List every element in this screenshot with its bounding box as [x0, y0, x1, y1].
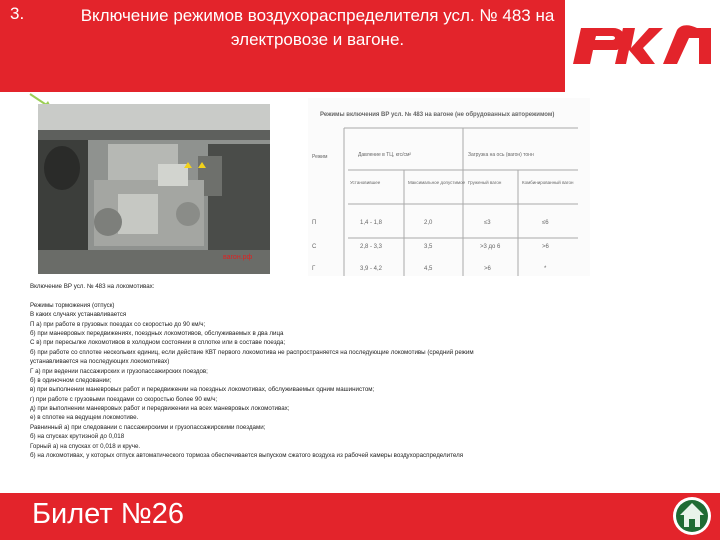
photo-stamp: вагон.рф [223, 254, 253, 261]
rzd-logo-mark [565, 0, 720, 92]
table-header-load: Загрузка на ось (вагон) тонн [468, 152, 534, 158]
table-row-mode: С [312, 244, 317, 250]
table-cell: 3,9 - 4,2 [360, 266, 383, 272]
table-header-pressure: Давление в ТЦ, кгс/см² [358, 152, 412, 158]
table-cell: 3,5 [424, 244, 433, 250]
slide-title: Включение режимов воздухораспределителя усл. № 483 на электровозе и вагоне. [80, 6, 555, 49]
table-row-mode: П [312, 220, 317, 226]
text-line: С в) при пересылке локомотивов в холодном состоянии в сплотке или в составе поезда; [30, 339, 286, 347]
mode-table-image [308, 98, 590, 276]
table-cell: ≤3 [484, 220, 491, 226]
text-line: устанавливается на последующих локомотивах) [30, 358, 170, 366]
table-cell: >6 [484, 266, 491, 272]
text-line: д) при выполнении маневровых работ и передвижении на всех маневровых локомотивах; [30, 405, 290, 413]
text-line: Г а) при ведении пассажирских и грузопассажирских поездов; [30, 367, 208, 375]
table-cell: >6 [542, 244, 549, 250]
text-line: е) в сплотке на ведущем локомотиве. [30, 414, 139, 422]
text-line [30, 291, 680, 300]
rzd-logo [565, 0, 720, 92]
text-line: г) при работе с грузовыми поездами со скоростью более 90 км/ч; [30, 395, 218, 403]
text-line: Включение ВР усл. № 483 на локомотивах: [30, 283, 155, 290]
table-sub-header-loaded: Груженый вагон [468, 180, 502, 185]
title-banner [0, 0, 565, 92]
text-line: б) на локомотивах, у которых отпуск автоматического тормоза обеспечивается выпуском сжатого воздуха из рабочей камеры воздухораспределителя [30, 452, 464, 460]
table-cell: 1,4 - 1,8 [360, 220, 383, 226]
table-cell: 4,5 [424, 266, 433, 272]
text-line: б) при маневровых передвижениях, поездных локомотивов, обслуживаемых в два лица [30, 329, 284, 337]
text-line: Горный а) на спусках от 0,018 и круче. [30, 442, 141, 450]
brake-valve-photo [38, 104, 270, 274]
text-line: б) на спусках крутизной до 0,018 [30, 433, 125, 441]
table-header-mode: Режим [312, 154, 328, 160]
brake-mode-table [308, 98, 590, 276]
table-sub-header-steady: Установившее [350, 180, 381, 185]
table-sub-header-max: Максимальное допустимое [408, 180, 466, 185]
table-cell: >3 до 6 [480, 244, 501, 250]
text-line: В каких случаях устанавливается [30, 311, 127, 319]
instruction-text [30, 282, 680, 460]
table-row-mode: Г [312, 266, 316, 272]
home-button[interactable] [665, 493, 720, 540]
home-icon [665, 493, 720, 540]
slide-number: 3. [10, 4, 25, 23]
text-line: б) при работе со сплотке нескольких единиц, если действие КВТ первого локомотива не распространяется на последующие локомотивы (средний режим [30, 348, 474, 356]
ticket-label: Билет №26 [32, 498, 185, 530]
table-cell: * [544, 266, 547, 272]
text-line: П а) при работе в грузовых поездах со скоростью до 90 км/ч; [30, 320, 206, 328]
text-line: б) в одиночном следовании; [30, 376, 112, 384]
text-line: в) при выполнении маневровых работ и передвижении на поездных локомотивах, обслуживаемых одним машинистом; [30, 386, 375, 394]
text-line: Равнинный а) при следовании с пассажирскими и грузопассажирскими поездами; [30, 423, 266, 431]
table-title: Режимы включения ВР усл. № 483 на вагоне (не обрудованных авторежимом) [320, 112, 555, 118]
table-cell: 2,0 [424, 220, 433, 226]
table-cell: 2,8 - 3,3 [360, 244, 383, 250]
footer-bar [0, 493, 665, 540]
locomotive-photo-image [38, 104, 270, 274]
table-sub-header-combined: Комбинированный вагон [522, 180, 574, 185]
table-cell: ≤6 [542, 220, 549, 226]
text-line: Режимы торможения (отпуск) [30, 301, 115, 309]
